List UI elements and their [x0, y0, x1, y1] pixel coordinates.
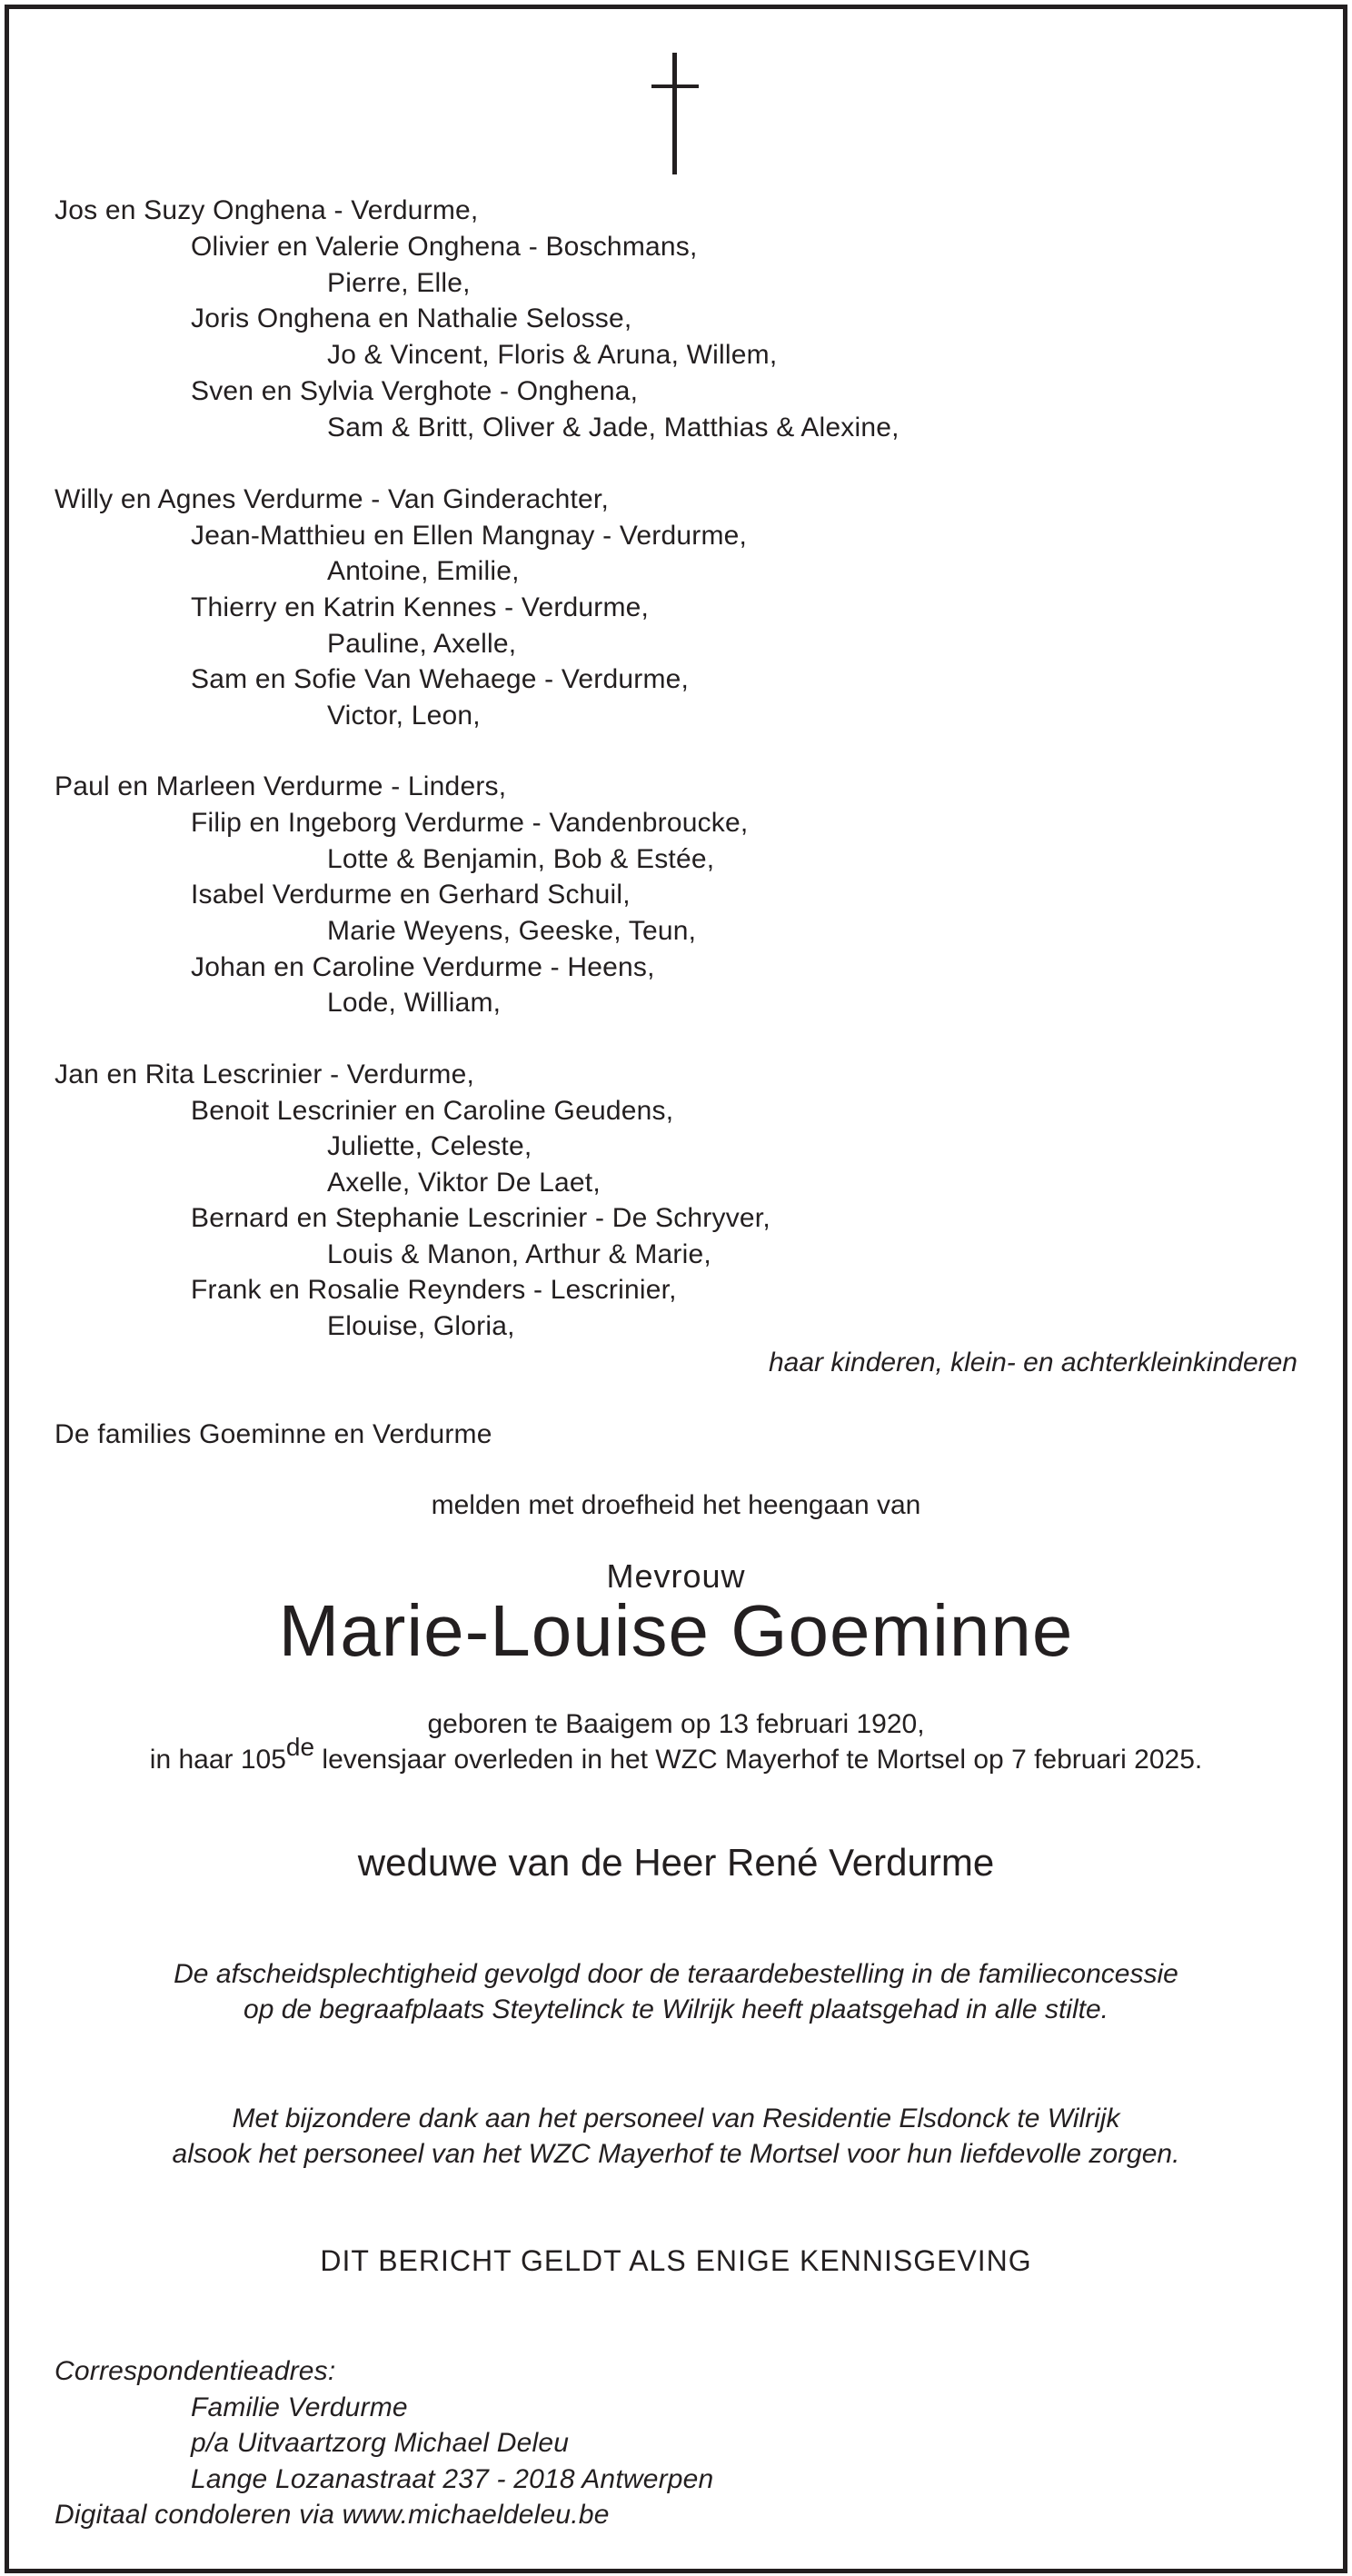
- grandchildren: Elouise, Gloria,: [327, 1311, 515, 1341]
- correspondence-line: p/a Uitvaartzorg Michael Deleu: [191, 2428, 570, 2458]
- child-family: Filip en Ingeborg Verdurme - Vandenbroucke,: [191, 808, 749, 838]
- deceased-name: Marie-Louise Goeminne: [278, 1590, 1074, 1671]
- death-line-suffix: levensjaar overleden in het WZC Mayerhof te Mortsel op 7 februari 2025.: [314, 1745, 1203, 1775]
- grandchildren: Victor, Leon,: [327, 701, 481, 731]
- grandchildren: Pauline, Axelle,: [327, 629, 517, 659]
- title-mevrouw: Mevrouw: [606, 1557, 746, 1595]
- cross-horizontal-bar: [651, 85, 699, 88]
- funeral-line: op de begraafplaats Steytelinck te Wilrijk heeft plaatsgehad in alle stilte.: [244, 1994, 1108, 2024]
- correspondence-label: Correspondentieadres:: [55, 2356, 336, 2386]
- family-head: Paul en Marleen Verdurme - Linders,: [55, 771, 507, 801]
- cross-vertical-bar: [672, 53, 677, 174]
- thanks-line: alsook het personeel van het WZC Mayerhof te Mortsel voor hun liefdevolle zorgen.: [172, 2139, 1180, 2169]
- correspondence-line: Familie Verdurme: [191, 2392, 408, 2422]
- child-family: Sam en Sofie Van Wehaege - Verdurme,: [191, 664, 690, 694]
- grandchildren: Lotte & Benjamin, Bob & Estée,: [327, 844, 715, 874]
- grandchildren: Sam & Britt, Oliver & Jade, Matthias & Alexine,: [327, 413, 900, 443]
- child-family: Bernard en Stephanie Lescrinier - De Schryver,: [191, 1203, 770, 1233]
- child-family: Jean-Matthieu en Ellen Mangnay - Verdurme,: [191, 521, 748, 551]
- grandchildren: Marie Weyens, Geeske, Teun,: [327, 916, 697, 946]
- child-family: Joris Onghena en Nathalie Selosse,: [191, 303, 632, 333]
- grandchildren: Jo & Vincent, Floris & Aruna, Willem,: [327, 340, 778, 370]
- descendants-caption: haar kinderen, klein- en achterkleinkinderen: [768, 1348, 1297, 1378]
- online-condolence: Digitaal condoleren via www.michaeldeleu.be: [55, 2500, 610, 2530]
- death-line-prefix: in haar 105: [149, 1745, 286, 1775]
- funeral-line: De afscheidsplechtigheid gevolgd door de teraardebestelling in de familieconcessie: [174, 1959, 1178, 1989]
- widow-line: weduwe van de Heer René Verdurme: [357, 1841, 995, 1884]
- grandchildren: Juliette, Celeste,: [327, 1131, 532, 1161]
- other-families: De families Goeminne en Verdurme: [55, 1419, 492, 1449]
- child-family: Sven en Sylvia Verghote - Onghena,: [191, 376, 639, 406]
- child-family: Frank en Rosalie Reynders - Lescrinier,: [191, 1275, 677, 1305]
- grandchildren: Axelle, Viktor De Laet,: [327, 1168, 601, 1198]
- thanks-line: Met bijzondere dank aan het personeel van Residentie Elsdonck te Wilrijk: [232, 2104, 1120, 2133]
- grandchildren: Antoine, Emilie,: [327, 556, 520, 586]
- grandchildren: Louis & Manon, Arthur & Marie,: [327, 1239, 711, 1269]
- child-family: Thierry en Katrin Kennes - Verdurme,: [191, 592, 650, 622]
- birth-line: geboren te Baaigem op 13 februari 1920,: [427, 1709, 925, 1739]
- child-family: Johan en Caroline Verdurme - Heens,: [191, 952, 655, 982]
- child-family: Olivier en Valerie Onghena - Boschmans,: [191, 232, 698, 262]
- death-line-ordinal: de: [285, 1733, 315, 1761]
- announcement: melden met droefheid het heengaan van: [431, 1490, 921, 1520]
- family-head: Jan en Rita Lescrinier - Verdurme,: [55, 1059, 475, 1089]
- grandchildren: Lode, William,: [327, 988, 502, 1018]
- notice: DIT BERICHT GELDT ALS ENIGE KENNISGEVING: [320, 2244, 1032, 2277]
- grandchildren: Pierre, Elle,: [327, 268, 471, 298]
- child-family: Benoit Lescrinier en Caroline Geudens,: [191, 1096, 674, 1126]
- family-head: Jos en Suzy Onghena - Verdurme,: [55, 195, 479, 225]
- death-line: [0, 1733, 1352, 1778]
- child-family: Isabel Verdurme en Gerhard Schuil,: [191, 880, 631, 910]
- family-head: Willy en Agnes Verdurme - Van Ginderachter,: [55, 484, 610, 514]
- correspondence-line: Lange Lozanastraat 237 - 2018 Antwerpen: [191, 2464, 714, 2494]
